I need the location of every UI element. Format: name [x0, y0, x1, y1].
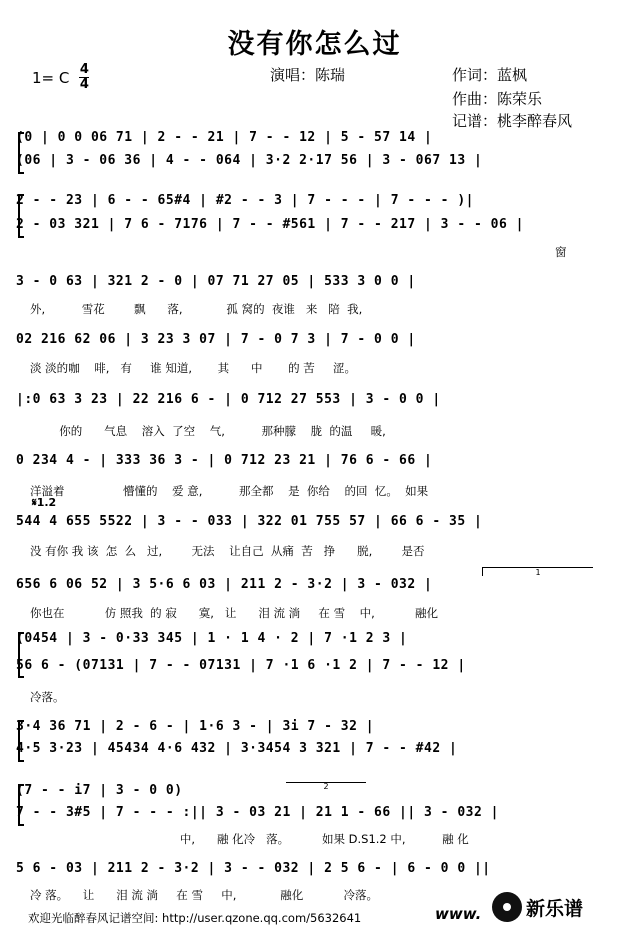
lyric-line: 没 有你 我 该 怎 么 过, 无法 让自己 从痛 苦 挣 脱, 是否 — [30, 544, 425, 558]
lyric-line: 你的 气息 溶入 了空 气, 那种朦 胧 的温 暖, — [30, 424, 386, 438]
notation-line: 3 - 0 63 | 321 2 - 0 | 07 71 27 05 | 533 3 0 0 | — [16, 274, 416, 289]
lyric-line: 淡 淡的咖 啡, 有 谁 知道, 其 中 的 苦 涩。 — [30, 361, 357, 375]
lyricist-credit: 作词：蓝枫 — [452, 66, 528, 84]
notation-line: |:0 63 3 23 | 22 216 6 - | 0 712 27 553 | 3 - 0 0 | — [16, 392, 441, 407]
volta-bracket-1: 1 — [482, 567, 593, 576]
notation-line: (0454 | 3 - 0·33 345 | 1 · 1 4 · 2 | 7 ·1 2 3 | — [16, 631, 408, 646]
disc-icon — [492, 892, 522, 922]
lyric-line: 窗 — [555, 245, 567, 259]
segno-mark: 𝄋1.2 — [32, 496, 57, 509]
lyric-line: 外, 雪花 飘 落, 孤 窝的 夜谁 来 陪 我, — [30, 302, 363, 316]
brand-logo — [492, 892, 583, 922]
notation-line: 02 216 62 06 | 3 23 3 07 | 7 - 0 7 3 | 7 - 0 0 | — [16, 332, 416, 347]
composer-credit: 作曲：陈荣乐 — [452, 90, 543, 108]
lyric-line: 你也在 仿 照我 的 寂 寞, 让 泪 流 淌 在 雪 中, 融化 — [30, 606, 439, 620]
notation-line: 656 6 06 52 | 3 5·6 6 03 | 211 2 - 3·2 | 3 - 032 | — [16, 577, 433, 592]
lyric-line: 中, 融 化冷 落。 如果 D.S1.2 中, 融 化 — [30, 832, 469, 846]
notation-line: 5 6 - 03 | 211 2 - 3·2 | 3 - - 032 | 2 5 6 - | 6 - 0 0 || — [16, 861, 491, 876]
notation-line: (06 | 3 - 06 36 | 4 - - 064 | 3·2 2·17 56 | 3 - 067 13 | — [16, 153, 483, 168]
notation-line: (7 - - i7 | 3 - 0 0) — [16, 783, 183, 798]
notation-line: (0 | 0 0 06 71 | 2 - - 21 | 7 - - 12 | 5 - 57 14 | — [16, 130, 433, 145]
song-title: 没有你怎么过 — [227, 29, 402, 60]
lyric-line: 冷落。 — [30, 690, 65, 704]
singer-credit: 演唱：陈瑞 — [270, 66, 346, 84]
notation-line: 7 - - 3#5 | 7 - - - :|| 3 - 03 21 | 21 1 - 66 || 3 - 032 | — [16, 805, 499, 820]
lyric-line: 冷 落。 让 泪 流 淌 在 雪 中, 融化 冷落。 — [30, 888, 378, 902]
time-top: 4 — [79, 62, 89, 77]
key-signature — [32, 64, 89, 91]
time-signature — [79, 64, 89, 91]
time-bottom: 4 — [79, 77, 89, 92]
watermark-www: www. — [435, 905, 482, 923]
notation-line: 0 234 4 - | 333 36 3 - | 0 712 23 21 | 76 6 - 66 | — [16, 453, 433, 468]
recorder-credit: 记谱：桃李醉春风 — [452, 112, 573, 130]
notation-line: 3·4 36 71 | 2 - 6 - | 1·6 3 - | 3i 7 - 32 | — [16, 719, 375, 734]
notation-line: 544 4 655 5522 | 3 - - 033 | 322 01 755 57 | 66 6 - 35 | — [16, 514, 483, 529]
notation-line: 2 - - 23 | 6 - - 65#4 | #2 - - 3 | 7 - - - | 7 - - - )| — [16, 193, 474, 208]
footer-text: 欢迎光临醉春风记谱空间: http://user.qzone.qq.com/5632641 — [28, 911, 362, 925]
brand-name: 新乐谱 — [526, 897, 584, 920]
notation-line: 56 6 - (07131 | 7 - - 07131 | 7 ·1 6 ·1 2 | 7 - - 12 | — [16, 658, 466, 673]
notation-line: 2 - 03 321 | 7 6 - 7176 | 7 - - #561 | 7 - - 217 | 3 - - 06 | — [16, 217, 524, 232]
volta-bracket-2: 2 — [286, 782, 366, 791]
lyric-line: 洋溢着 懵懂的 爱 意, 那全都 是 你给 的回 忆。 如果 — [30, 484, 429, 498]
key-label: 1= C — [32, 68, 70, 87]
notation-line: 4·5 3·23 | 45434 4·6 432 | 3·3454 3 321 | 7 - - #42 | — [16, 741, 458, 756]
